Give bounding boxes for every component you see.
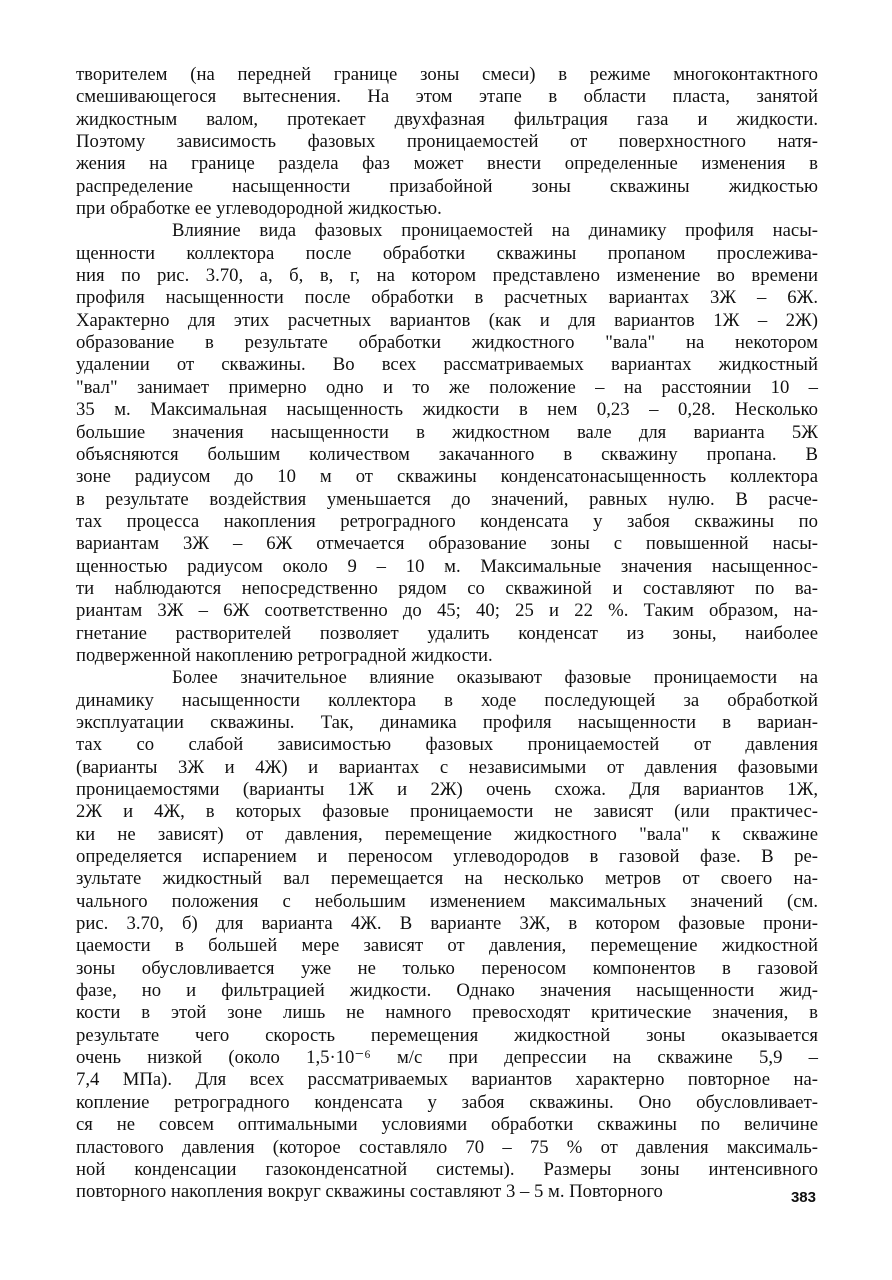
text-line: 35 м. Максимальная насыщенность жидкости в нем 0,23 – 0,28. Несколько [76, 399, 818, 421]
text-line: образование в результате обработки жидкостного "вала" на некотором [76, 332, 818, 354]
text-line: ной конденсации газоконденсатной системы). Размеры зоны интенсивного [76, 1158, 818, 1180]
paragraph [76, 667, 818, 1203]
page-number: 383 [790, 1189, 816, 1206]
text-line: объясняются большим количеством закачанного в скважину пропана. В [76, 443, 818, 465]
text-line: цаемости в большей мере зависят от давления, перемещение жидкостной [76, 935, 818, 957]
text-line: "вал" занимает примерно одно и то же положение – на расстоянии 10 – [76, 376, 818, 398]
text-line: ния по рис. 3.70, а, б, в, г, на котором представлено изменение во времени [76, 265, 818, 287]
text-line: динамику насыщенности коллектора в ходе последующей за обработкой [76, 689, 818, 711]
text-line: вариантам 3Ж – 6Ж отмечается образование зоны с повышенной насы- [76, 533, 818, 555]
text-line: творителем (на передней границе зоны смеси) в режиме многоконтактного [76, 64, 818, 85]
text-line: щенности коллектора после обработки скважины пропаном прослежива- [76, 242, 818, 264]
text-line: фазе, но и фильтрацией жидкости. Однако значения насыщенности жид- [76, 980, 818, 1002]
text-line: Характерно для этих расчетных вариантов (как и для вариантов 1Ж – 2Ж) [76, 309, 818, 331]
text-line: Поэтому зависимость фазовых проницаемостей от поверхностного натя- [76, 131, 818, 153]
paragraph [76, 220, 818, 667]
text-line: ки не зависят) от давления, перемещение жидкостного "вала" к скважине [76, 823, 818, 845]
text-line: смешивающегося вытеснения. На этом этапе в области пласта, занятой [76, 86, 818, 108]
text-line: эксплуатации скважины. Так, динамика профиля насыщенности в вариан- [76, 711, 818, 733]
text-line: Более значительное влияние оказывают фазовые проницаемости на [172, 667, 818, 689]
text-line: риантам 3Ж – 6Ж соответственно до 45; 40; 25 и 22 %. Таким образом, на- [76, 600, 818, 622]
text-line: жидкостным валом, протекает двухфазная фильтрация газа и жидкости. [76, 108, 818, 130]
text-line: кости в этой зоне лишь не намного превосходят критические значения, в [76, 1002, 818, 1024]
text-line: зоны обусловливается уже не только переносом компонентов в газовой [76, 957, 818, 979]
text-line: (варианты 3Ж и 4Ж) и вариантах с независимыми от давления фазовыми [76, 756, 818, 778]
text-line: подверженной накоплению ретроградной жидкости. [76, 644, 493, 666]
text-line: результате чего скорость перемещения жидкостной зоны оказывается [76, 1024, 818, 1046]
text-line: ти наблюдаются непосредственно рядом со скважиной и составляют по ва- [76, 577, 818, 599]
text-line: щенностью радиусом около 9 – 10 м. Максимальные значения насыщеннос- [76, 555, 818, 577]
text-line: тах со слабой зависимостью фазовых проницаемостей от давления [76, 734, 818, 756]
text-line: рис. 3.70, б) для варианта 4Ж. В варианте 3Ж, в котором фазовые прони- [76, 913, 818, 935]
text-line: зультате жидкостный вал перемещается на несколько метров от своего на- [76, 868, 818, 890]
text-line: при обработке ее углеводородной жидкостью. [76, 198, 442, 220]
text-line: чального положения с небольшим изменением максимальных значений (см. [76, 890, 818, 912]
text-line: жения на границе раздела фаз может внести определенные изменения в [76, 153, 818, 175]
text-line: Влияние вида фазовых проницаемостей на динамику профиля насы- [172, 220, 818, 242]
text-line: большие значения насыщенности в жидкостном вале для варианта 5Ж [76, 421, 818, 443]
text-line: пластового давления (которое составляло 70 – 75 % от давления максималь- [76, 1136, 818, 1158]
text-line: гнетание растворителей позволяет удалить конденсат из зоны, наиболее [76, 622, 818, 644]
text-line: определяется испарением и переносом углеводородов в газовой фазе. В ре- [76, 846, 818, 868]
text-line: повторного накопления вокруг скважины составляют 3 – 5 м. Повторного [76, 1181, 663, 1203]
text-line: копление ретроградного конденсата у забоя скважины. Оно обусловливает- [76, 1091, 818, 1113]
text-line: распределение насыщенности призабойной зоны скважины жидкостью [76, 175, 818, 197]
text-line: профиля насыщенности после обработки в расчетных вариантах 3Ж – 6Ж. [76, 287, 818, 309]
text-line: 2Ж и 4Ж, в которых фазовые проницаемости не зависят (или практичес- [76, 801, 818, 823]
text-line: 7,4 МПа). Для всех рассматриваемых вариантов характерно повторное на- [76, 1069, 818, 1091]
text-line: проницаемостями (варианты 1Ж и 2Ж) очень схожа. Для вариантов 1Ж, [76, 779, 818, 800]
page-body [76, 64, 818, 1224]
text-line: в результате воздействия уменьшается до значений, равных нулю. В расче- [76, 488, 818, 510]
text-line: ся не совсем оптимальными условиями обработки скважины по величине [76, 1114, 818, 1136]
text-line: очень низкой (около 1,5·10⁻⁶ м/с при депрессии на скважине 5,9 – [76, 1047, 818, 1069]
text-line: тах процесса накопления ретроградного конденсата у забоя скважины по [76, 510, 818, 532]
text-line: удалении от скважины. Во всех рассматриваемых вариантах жидкостный [76, 354, 818, 376]
paragraph [76, 64, 818, 220]
text-line: зоне радиусом до 10 м от скважины конденсатонасыщенность коллектора [76, 466, 818, 488]
